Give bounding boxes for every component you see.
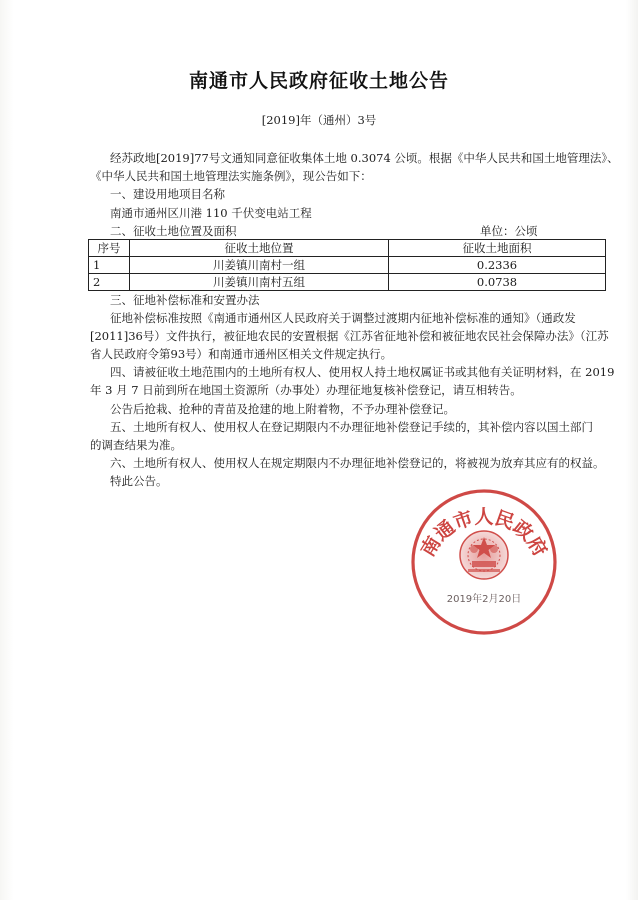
document-number: [2019]年（通州）3号	[261, 113, 377, 127]
header-seq: 序号	[89, 240, 130, 257]
official-seal	[402, 487, 566, 637]
section1-heading: 一、建设用地项目名称	[110, 187, 225, 201]
intro-line-2: 《中华人民共和国土地管理法实施条例》，现公告如下：	[90, 169, 372, 183]
row-area: 0.0738	[389, 274, 606, 291]
row-seq: 1	[89, 257, 130, 274]
header-area: 征收土地面积	[389, 240, 606, 257]
seal-date: 2019年2月20日	[446, 594, 522, 605]
page-title: 南通市人民政府征收土地公告	[188, 70, 449, 92]
section4-line-3: 公告后抢栽、抢种的青苗及抢建的地上附着物，不予办理补偿登记。	[110, 402, 455, 416]
unit-label: 单位：公顷	[480, 224, 538, 238]
table-row	[89, 257, 606, 274]
table-row	[89, 274, 606, 291]
section3-line-2: [2011]36号）文件执行，被征地农民的安置根据《江苏省征地补偿和被征地农民社会保障办法》（江苏	[90, 329, 609, 343]
section2-heading: 二、征收土地位置及面积	[110, 224, 237, 238]
table-header-row	[89, 240, 606, 257]
section6-line-1: 六、土地所有权人、使用权人在规定期限内不办理征地补偿登记的，将被视为放弃其应有的权益。	[110, 456, 605, 470]
emblem-icon	[460, 531, 508, 579]
section3-heading: 三、征地补偿标准和安置办法	[110, 293, 260, 307]
land-table	[88, 239, 606, 291]
row-area: 0.2336	[389, 257, 606, 274]
closing-text: 特此公告。	[110, 474, 168, 488]
row-location: 川姜镇川南村一组	[130, 257, 389, 274]
header-location: 征收土地位置	[130, 240, 389, 257]
seal-arc-text: 南通市人民政府	[416, 506, 552, 561]
section5-line-1: 五、土地所有权人、使用权人在登记期限内不办理征地补偿登记手续的，其补偿内容以国土部门	[110, 420, 593, 434]
row-location: 川姜镇川南村五组	[130, 274, 389, 291]
section1-content: 南通市通州区川港 110 千伏变电站工程	[110, 206, 312, 220]
section3-line-1: 征地补偿标准按照《南通市通州区人民政府关于调整过渡期内征地补偿标准的通知》（通政发	[110, 311, 576, 325]
section4-line-2: 年 3 月 7 日前到所在地国土资源所（办事处）办理征地复核补偿登记，请互相转告。	[90, 383, 522, 397]
intro-line-1: 经苏政地[2019]77号文通知同意征收集体土地 0.3074 公顷。根据《中华人民共和国土地管理法》、	[110, 151, 619, 165]
section5-line-2: 的调查结果为准。	[90, 438, 182, 452]
row-seq: 2	[89, 274, 130, 291]
section3-line-3: 省人民政府令第93号）和南通市通州区相关文件规定执行。	[90, 347, 393, 361]
section4-line-1: 四、请被征收土地范围内的土地所有权人、使用权人持土地权属证书或其他有关证明材料，在 2019	[110, 365, 615, 379]
